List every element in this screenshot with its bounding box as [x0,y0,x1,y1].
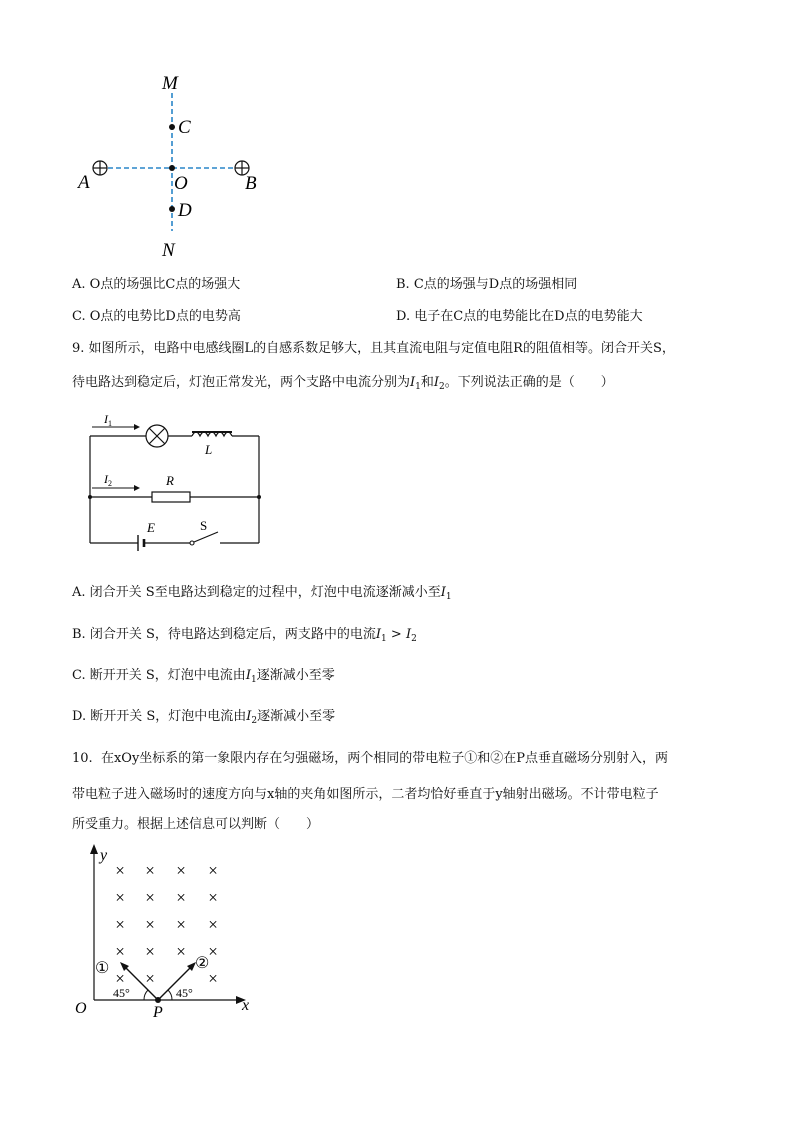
q9-option-d [72,708,335,730]
label-i2-sub: 2 [108,479,112,488]
field-cross-mark: × [145,942,155,961]
switch-icon [190,532,218,545]
q8-option-a [72,276,240,294]
stem-text: 在xOy坐标系的第一象限内存在匀强磁场，两个相同的带电粒子①和②在P点垂直磁场分别射入，两 [100,751,669,766]
field-cross-mark: × [115,969,125,988]
option-text: C点的场强与D点的场强相同 [413,277,578,292]
option-letter: D. [72,709,87,724]
subscript: 1 [445,592,452,602]
stem-text: 和 [420,375,434,390]
option-text: 电子在C点的电势能比在D点的电势能大 [414,309,643,324]
option-text: O点的场强比C点的场强大 [89,277,241,292]
field-cross-mark: × [145,969,155,988]
option-letter: C. [72,668,86,683]
label-i2: I [104,472,108,486]
stem-text: 所受重力。根据上述信息可以判断（ ） [72,817,320,832]
label-o: O [174,173,188,194]
subscript: 1 [415,382,421,392]
inductor-core [192,431,232,433]
q8-option-b [396,276,577,294]
q9-option-a [72,584,452,606]
subscript: 2 [251,716,258,726]
origin-label: O [75,1000,87,1017]
option-text: O点的电势比D点的电势高 [89,309,241,324]
option-letter: D. [396,309,411,324]
stem-text: 待电路达到稳定后，灯泡正常发光，两个支路中电流分别为 [72,375,411,390]
field-cross-mark: × [115,861,125,880]
point-d [169,206,175,212]
q9-stem-line2 [72,374,614,396]
field-cross-mark: × [176,915,186,934]
option-text: 逐渐减小至零 [256,668,335,683]
label-e: E [147,520,155,535]
stem-text: 。下列说法正确的是（ ） [444,375,614,390]
stem-text: 如图所示，电路中电感线圈L的自感系数足够大，且其直流电阻与定值电阻R的阻值相等。闭合开关S， [88,341,675,356]
current-symbol: I [375,627,382,642]
field-cross-mark: × [208,942,218,961]
label-r: R [166,473,174,488]
particle-2-label: ② [195,955,210,972]
q9-option-b [72,626,417,648]
charge-a-icon [93,161,107,175]
q10-magnetic-field-figure [70,840,270,1020]
axis-label-x: x [242,997,250,1014]
question-number: 9. [72,341,85,356]
field-cross-mark: × [145,888,155,907]
option-text: 闭合开关 S至电路达到稳定的过程中，灯泡中电流逐渐减小至 [89,585,441,600]
option-letter: C. [72,309,86,324]
label-s: S [200,518,208,533]
lamp-icon [146,425,168,447]
field-cross-mark: × [176,861,186,880]
q10-stem-line2 [72,786,659,804]
stem-text: 带电粒子进入磁场时的速度方向与x轴的夹角如图所示，二者均恰好垂直于y轴射出磁场。不计带电粒子 [72,787,659,802]
field-cross-mark: × [176,942,186,961]
q8-option-c [72,308,241,326]
subscript: 2 [439,382,445,392]
battery-icon [138,535,144,551]
field-cross-mark: × [145,915,155,934]
field-cross-mark: × [208,861,218,880]
question-number: 10. [72,751,93,766]
field-cross-mark: × [176,888,186,907]
subscript: 1 [250,675,257,685]
particle-1-label: ① [95,960,110,977]
angle-arc-left [144,990,148,1000]
angle-label-left: 45° [113,986,130,1000]
point-p-label: P [153,1004,163,1020]
option-text: 逐渐减小至零 [257,709,336,724]
current-symbol: I [440,585,446,600]
option-letter: A. [72,585,86,600]
current-symbol: I [433,375,440,390]
current-symbol: I [246,709,252,724]
axis-label-y: y [100,847,108,864]
q9-circuit-diagram [80,405,280,555]
field-cross-mark: × [208,888,218,907]
q8-figure [70,65,280,265]
label-a: A [78,172,90,193]
field-cross-mark: × [145,861,155,880]
current-symbol: I [405,627,412,642]
label-b: B [245,173,257,194]
field-cross-mark: × [208,915,218,934]
label-n: N [162,240,175,261]
subscript: 1 [381,634,387,644]
label-i1-sub: 1 [108,419,112,428]
greater-than-sign: > [390,627,402,642]
label-i1: I [104,412,108,426]
subscript: 2 [411,634,417,644]
option-letter: B. [72,627,86,642]
field-cross-mark: × [115,915,125,934]
current-symbol: I [245,668,251,683]
angle-label-right: 45° [176,986,193,1000]
q8-option-d [396,308,643,326]
option-letter: A. [72,277,86,292]
point-o [169,165,175,171]
label-m: M [162,73,178,94]
resistor-r [152,492,190,502]
option-letter: B. [396,277,410,292]
label-c: C [178,117,191,138]
option-text: 断开开关 S，灯泡中电流由 [90,709,247,724]
option-text: 闭合开关 S，待电路达到稳定后，两支路中的电流 [89,627,376,642]
field-cross-mark: × [208,969,218,988]
field-cross-mark: × [115,942,125,961]
option-text: 断开开关 S，灯泡中电流由 [89,668,246,683]
label-d: D [178,200,192,221]
q10-stem-line3 [72,816,319,834]
current-symbol: I [410,375,416,390]
field-cross-mark: × [115,888,125,907]
q10-stem-line1 [72,750,668,768]
q9-option-c [72,667,335,689]
angle-arc-right [168,990,172,1000]
q9-stem-line1 [72,340,675,358]
point-c [169,124,175,130]
label-l: L [205,442,213,457]
point-p [155,997,161,1003]
